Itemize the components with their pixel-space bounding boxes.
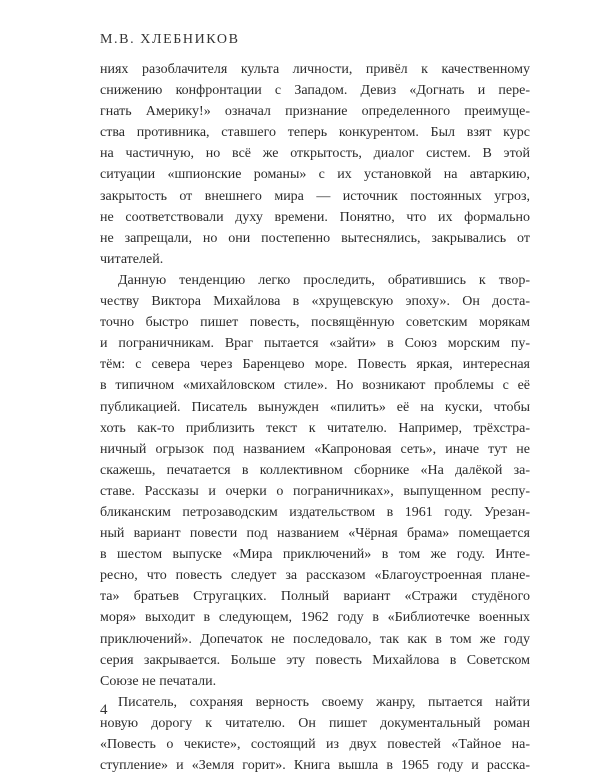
text-line: снижению конфронтации с Западом. Девиз «Догнать и пере- [100,83,530,99]
text-line: ниях разоблачителя культа личности, привёл к качественному [100,62,530,77]
paragraph-2 [100,270,530,692]
text-line: публикацией. Писатель вынужден «пилить» её на куски, чтобы [100,399,530,415]
text-line: Союзе не печатали. [100,673,217,689]
text-line: скажешь, печатается в коллективном сборнике «На далёкой за- [100,462,530,478]
text-line: тём: с севера через Баренцево море. Повесть яркая, интересная [100,357,530,373]
text-line: в шестом выпуске «Мира приключений» в том же году. Инте- [100,547,530,563]
text-line: приключений». Допечаток не последовало, так как в том же году [100,631,530,647]
text-line: бликанским петрозаводским издательством в 1961 году. Урезан- [100,504,530,520]
text-line: Данную тенденцию легко проследить, обратившись к твор- [118,272,530,288]
text-line: точно быстро пишет повесть, посвящённую советским морякам [100,315,530,331]
text-line: ресно, что повесть следует за рассказом «Благоустроенная плане- [100,568,530,584]
running-head: М.В. ХЛЕБНИКОВ [100,32,240,47]
text-line: не соответствовали духу времени. Понятно, что их формально [100,209,530,225]
text-line: честву Виктора Михайлова в «хрущевскую эпоху». Он доста- [100,294,530,310]
page-number: 4 [100,702,108,718]
text-line: хоть как-то приблизить текст к читателю. Например, трёхстра- [100,420,530,436]
text-line: ства противника, ставшего теперь конкурентом. Был взят курс [100,125,530,141]
text-line: моря» выходит в следующем, 1962 году в «Библиотечке военных [100,610,530,626]
text-line: не запрещали, но они постепенно вытеснялись, закрывались от [100,230,530,246]
text-line: новую дорогу к читателю. Он пишет документальный роман [100,715,530,731]
text-line: ставе. Рассказы и очерки о пограничниках», выпущенном респу- [100,483,530,499]
text-line: серия закрывается. Больше эту повесть Михайлова в Советском [100,652,530,668]
paragraph-3 [100,692,530,776]
paragraph-1 [100,59,530,270]
text-line: ный вариант повести под названием «Чёрная брама» помещается [100,526,530,542]
text-line: в типичном «михайловском стиле». Но возникают проблемы с её [100,378,530,394]
text-line: Писатель, сохраняя верность своему жанру, пытается найти [118,694,530,710]
text-line: ничный огрызок под названием «Капроновая сеть», иначе тут не [100,441,530,457]
text-line: на частичную, но всё же открытость, диалог систем. В этой [100,146,530,162]
text-line: читателей. [100,251,164,267]
text-line: ситуации «шпионские романы» с их установкой на автаркию, [100,167,530,183]
text-line: та» братьев Стругацких. Полный вариант «Стражи студёного [100,589,530,605]
text-line: гнать Америку!» означал признание определенного преимуще- [100,104,530,120]
text-line: и пограничникам. Враг пытается «зайти» в Союз морским пу- [100,336,530,352]
text-line: «Повесть о чекисте», состоящий из двух повестей «Тайное на- [100,737,530,752]
body-text [100,59,530,776]
text-line: закрытость от внешнего мира — источник постоянных угроз, [100,188,530,204]
text-line: ступление» и «Земля горит». Книга вышла в 1965 году и расска- [100,758,530,774]
